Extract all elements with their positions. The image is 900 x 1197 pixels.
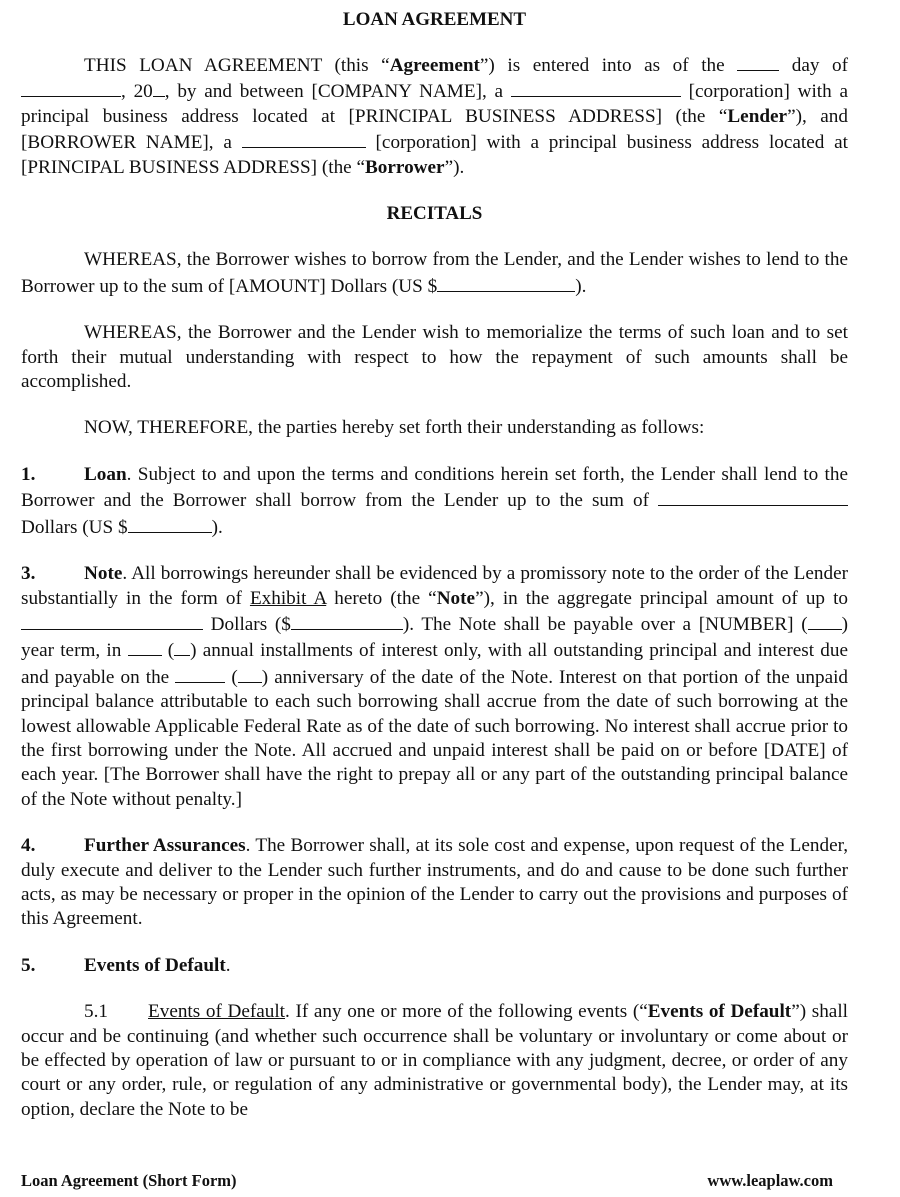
intro-paragraph: THIS LOAN AGREEMENT (this “Agreement”) is entered into as of the day of , 20 , by and between [COMPANY NAME], a [corporation] with a principal business address located at [PRINCIPAL BUSINESS ADDRESS] (the “Lender”), and [BORROWER NAME], a [corporation] with a principal business address located at [PRINCIPAL BUSINESS ADDRESS] (the “Borrower”). [21,52,848,180]
month-blank [21,78,121,97]
principal-figure-blank [291,611,403,630]
document-page [21,0,848,1122]
defined-term-events-of-default: Events of Default [647,1001,792,1023]
section-4-further-assurances: 4. Further Assurances. The Borrower shall, at its sole cost and expense, upon request of the Lender, duly execute and deliver to the Lender such further instruments, and do and cause to be done such further acts, as may be necessary or proper in the opinion of the Lender to carry out the provisions and purposes of this Agreement. [21,835,849,930]
defined-term-agreement: Agreement [389,55,480,76]
installments-blank [128,637,162,656]
loan-amount-figure-blank [128,514,212,533]
installments-number-blank [174,637,190,656]
anniversary-number-blank [238,664,262,683]
section-number: 4. [21,835,36,857]
subsection-5-1: 5.1 Events of Default. If any one or more of the following events (“Events of Default”) shall occur and be continuing (and whether such occurrence shall be voluntary or involuntary or come about or be effected by operation of law or pursuant to or in compliance with any judgment, decree, or order of any court or any order, rule, or regulation of any administrative or governmental body), the Lender may, at its option, declare the Note to be [21,1001,848,1120]
section-number: 3. [21,563,36,585]
day-blank [737,52,779,71]
recital-1: WHEREAS, the Borrower wishes to borrow from the Lender, and the Lender wishes to lend to the Borrower up to the sum of [AMOUNT] Dollars (US $ ). [21,249,848,297]
defined-term-note: Note [436,587,476,609]
term-blank [808,611,842,630]
section-number: 5. [21,954,36,976]
section-number: 1. [21,463,36,485]
section-heading: Further Assurances [84,835,246,857]
principal-words-blank [21,611,203,630]
section-5-events-of-default: 5. Events of Default. [21,954,848,978]
footer-document-name: Loan Agreement (Short Form) [21,1171,237,1190]
defined-term-borrower: Borrower [365,156,445,178]
subsection-heading: Events of Default [148,1001,286,1023]
borrower-state-blank [242,129,366,148]
now-therefore: NOW, THEREFORE, the parties hereby set forth their understanding as follows: [84,417,705,439]
section-heading: Note [84,563,123,585]
page-footer [21,1171,833,1191]
recital-2: WHEREAS, the Borrower and the Lender wish to memorialize the terms of such loan and to set forth their mutual understanding with respect to how the repayment of such amounts shall be accomplished. [21,322,848,393]
subsection-number: 5.1 [84,1001,108,1023]
section-3-note: 3. Note. All borrowings hereunder shall be evidenced by a promissory note to the order of the Lender substantially in the form of Exhibit A hereto (the “Note”), in the aggregate principal amount of up to Dollars ($ ). The Note shall be payable over a [NUMBER] ( ) year term, in ( ) annual installments of interest only, with all outstanding principal and interest due and payable on the ( ) anniversary of the date of the Note. Interest on that portion of the unpaid principal balance attributable to each such borrowing shall accrue from the date of such borrowing at the lowest allowable Applicable Federal Rate as of the date of such borrowing. No interest shall accrue prior to the first borrowing under the Note. All accrued and unpaid interest shall be paid on or before [DATE] of each year. [The Borrower shall have the right to prepay all or any part of the outstanding principal balance of the Note without penalty.] [21,563,849,810]
section-1-loan: 1. Loan. Subject to and upon the terms and conditions herein set forth, the Lender shall lend to the Borrower and the Borrower shall borrow from the Lender up to the sum of Dollars (US $ ). [21,463,848,538]
year-blank [153,78,165,97]
footer-website-link[interactable]: www.leaplaw.com [707,1171,833,1190]
recitals-heading: RECITALS [386,203,483,225]
section-heading: Events of Default [84,954,226,976]
loan-amount-words-blank [658,487,848,506]
document-title: LOAN AGREEMENT [342,9,527,30]
amount-blank [437,273,575,292]
defined-term-lender: Lender [727,105,788,127]
anniversary-blank [175,664,225,683]
company-state-blank [511,78,681,97]
section-heading: Loan [84,463,127,485]
exhibit-a-reference: Exhibit A [249,587,327,609]
